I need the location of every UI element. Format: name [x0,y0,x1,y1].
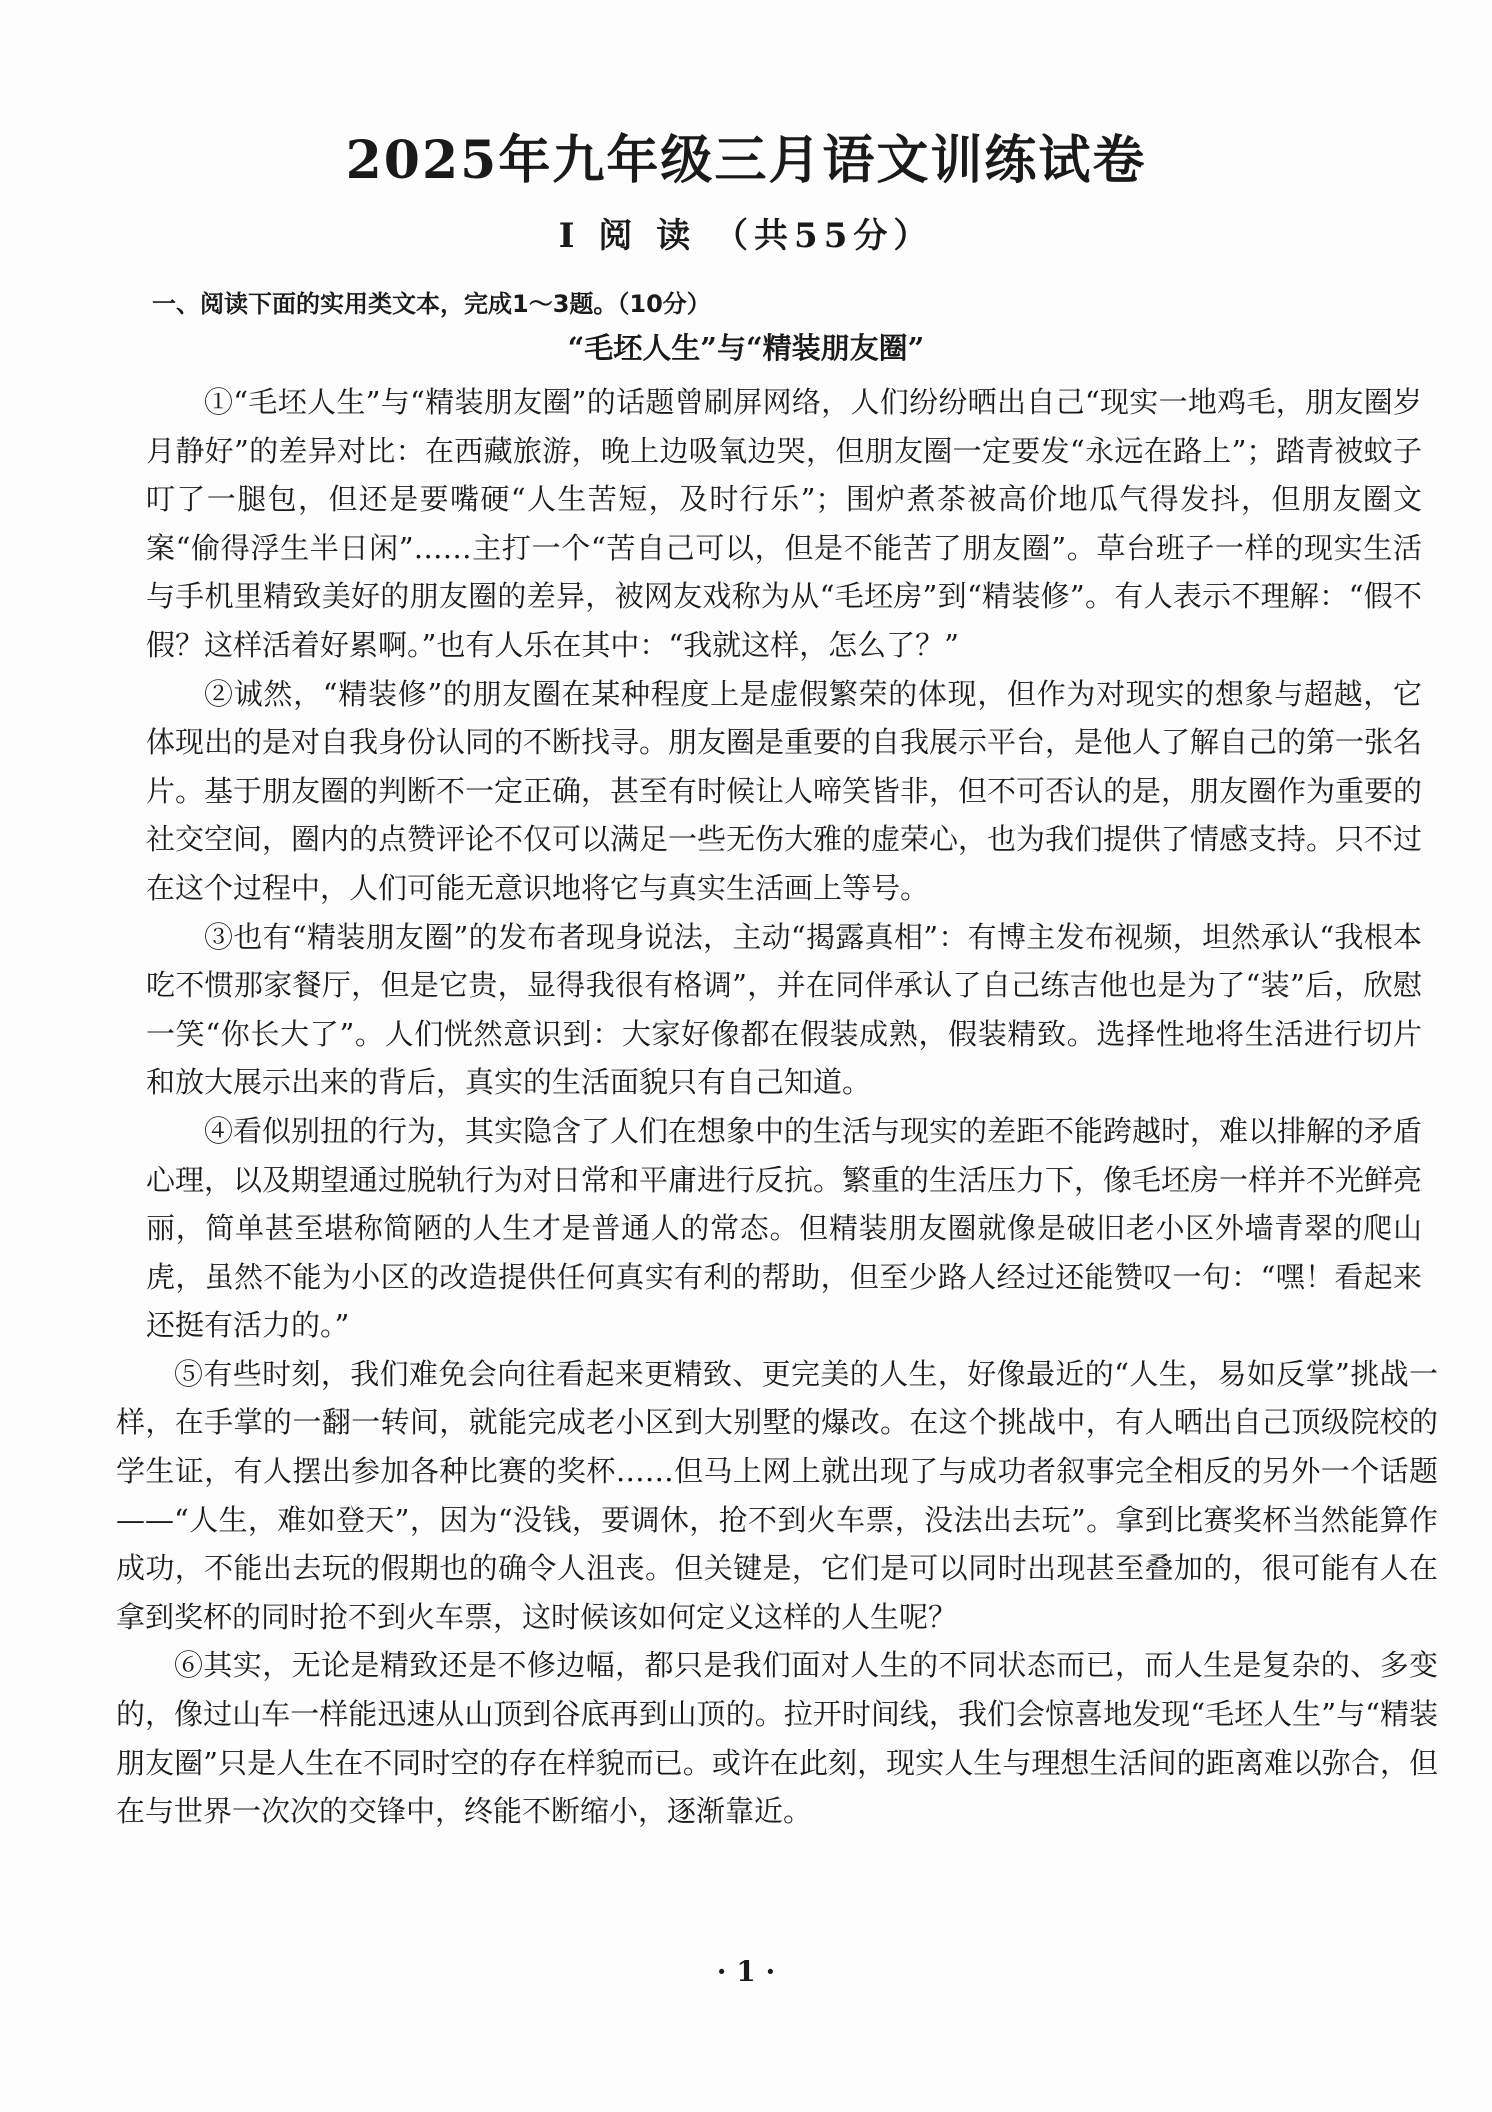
section-title: Ⅰ 阅 读 （共55分） [558,216,934,256]
paragraph-3: ③也有“精装朋友圈”的发布者现身说法，主动“揭露真相”：有博主发布视频，坦然承认“我根本吃不惯那家餐厅，但是它贵，显得我很有格调”，并在同伴承认了自己练吉他也是为了“装”后，欣慰一笑“你长大了”。人们恍然意识到：大家好像都在假装成熟，假装精致。选择性地将生活进行切片和放大展示出来的背后，真实的生活面貌只有自己知道。 [146,919,1422,1100]
article-title: “毛坯人生”与“精装朋友圈” [567,331,925,365]
paragraph-6: ⑥其实，无论是精致还是不修边幅，都只是我们面对人生的不同状态而已，而人生是复杂的、多变的，像过山车一样能迅速从山顶到谷底再到山顶的。拉开时间线，我们会惊喜地发现“毛坯人生”与“精装朋友圈”只是人生在不同时空的存在样貌而已。或许在此刻，现实人生与理想生活间的距离难以弥合，但在与世界一次次的交锋中，终能不断缩小，逐渐靠近。 [116,1648,1438,1829]
exam-title: 2025年九年级三月语文训练试卷 [345,130,1147,191]
question-heading: 一、阅读下面的实用类文本，完成1～3题。（10分） [152,290,711,318]
paragraph-5: ⑤有些时刻，我们难免会向往看起来更精致、更完美的人生，好像最近的“人生，易如反掌”挑战一样，在手掌的一翻一转间，就能完成老小区到大别墅的爆改。在这个挑战中，有人晒出自己顶级院校的学生证，有人摆出参加各种比赛的奖杯……但马上网上就出现了与成功者叙事完全相反的另外一个话题——“人生，难如登天”，因为“没钱，要调休，抢不到火车票，没法出去玩”。拿到比赛奖杯当然能算作成功，不能出去玩的假期也的确令人沮丧。但关键是，它们是可以同时出现甚至叠加的，很可能有人在拿到奖杯的同时抢不到火车票，这时候该如何定义这样的人生呢？ [116,1356,1438,1634]
paragraph-1: ①“毛坯人生”与“精装朋友圈”的话题曾刷屏网络，人们纷纷晒出自己“现实一地鸡毛，朋友圈岁月静好”的差异对比：在西藏旅游，晚上边吸氧边哭，但朋友圈一定要发“永远在路上”；踏青被蚊子叮了一腿包，但还是要嘴硬“人生苦短，及时行乐”；围炉煮茶被高价地瓜气得发抖，但朋友圈文案“偷得浮生半日闲”……主打一个“苦自己可以，但是不能苦了朋友圈”。草台班子一样的现实生活与手机里精致美好的朋友圈的差异，被网友戏称为从“毛坯房”到“精装修”。有人表示不理解：“假不假？这样活着好累啊。”也有人乐在其中：“我就这样，怎么了？” [146,385,1422,662]
paragraph-2: ②诚然，“精装修”的朋友圈在某种程度上是虚假繁荣的体现，但作为对现实的想象与超越，它体现出的是对自我身份认同的不断找寻。朋友圈是重要的自我展示平台，是他人了解自己的第一张名片。基于朋友圈的判断不一定正确，甚至有时候让人啼笑皆非，但不可否认的是，朋友圈作为重要的社交空间，圈内的点赞评论不仅可以满足一些无伤大雅的虚荣心，也为我们提供了情感支持。只不过在这个过程中，人们可能无意识地将它与真实生活画上等号。 [146,676,1423,905]
page-number: · 1 · [716,1955,776,1988]
paragraph-4: ④看似别扭的行为，其实隐含了人们在想象中的生活与现实的差距不能跨越时，难以排解的矛盾心理，以及期望通过脱轨行为对日常和平庸进行反抗。繁重的生活压力下，像毛坯房一样并不光鲜亮丽，简单甚至堪称简陋的人生才是普通人的常态。但精装朋友圈就像是破旧老小区外墙青翠的爬山虎，虽然不能为小区的改造提供任何真实有利的帮助，但至少路人经过还能赞叹一句：“嘿！看起来还挺有活力的。” [146,1113,1423,1343]
article-body [116,378,1438,1836]
